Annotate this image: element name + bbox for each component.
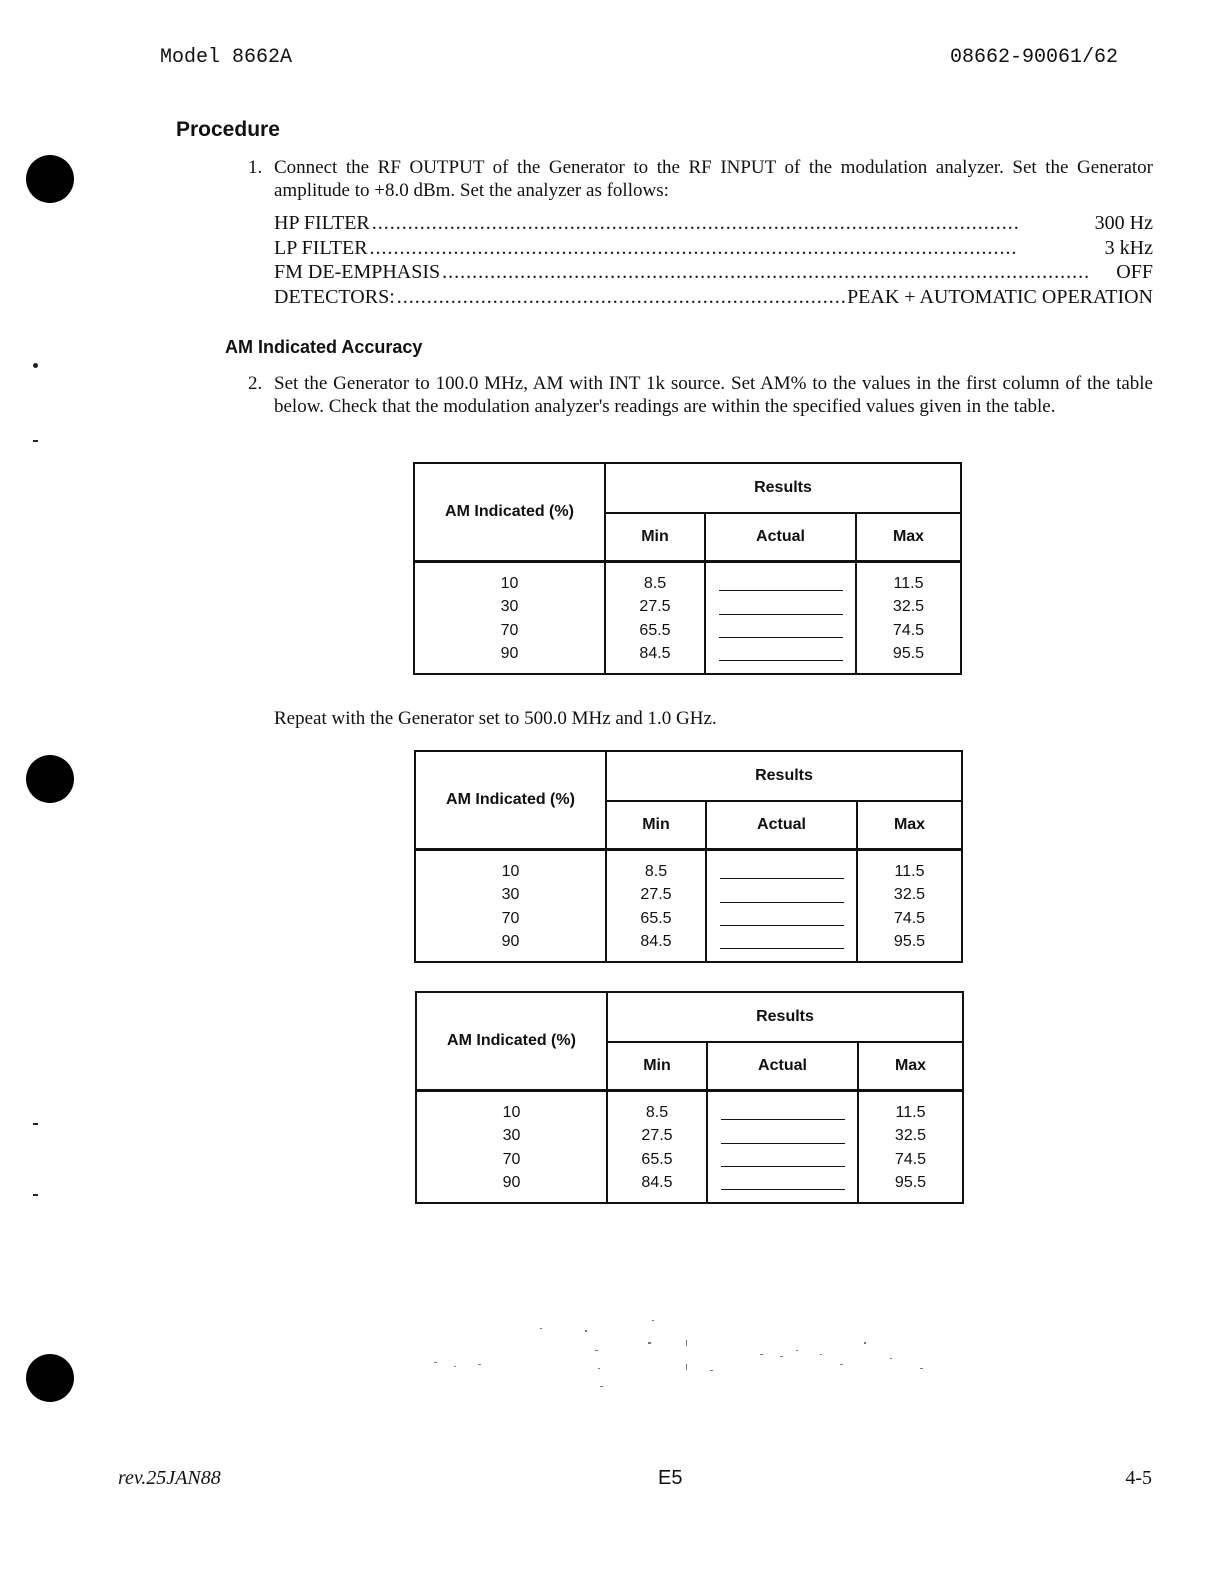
analyzer-settings — [274, 212, 1153, 310]
setting-label: HP FILTER — [274, 212, 370, 234]
actual-entry — [706, 850, 857, 884]
table-row — [416, 1148, 963, 1171]
min-value: 27.5 — [606, 883, 706, 906]
am-indicated-header: AM Indicated (%) — [414, 463, 605, 562]
scan-speck — [33, 363, 38, 368]
actual-header: Actual — [705, 513, 856, 562]
am-value: 10 — [415, 850, 606, 884]
scan-speck — [33, 440, 38, 442]
min-value: 27.5 — [607, 1124, 707, 1147]
am-value: 10 — [416, 1091, 607, 1125]
setting-value: OFF — [1116, 261, 1153, 283]
actual-entry — [705, 595, 856, 618]
min-value: 84.5 — [606, 930, 706, 962]
actual-blank-line — [721, 1105, 845, 1120]
step-1-number: 1. — [248, 157, 263, 178]
scan-speck — [33, 1123, 38, 1125]
table-row — [416, 1124, 963, 1147]
am-value: 70 — [416, 1148, 607, 1171]
max-value: 74.5 — [856, 619, 961, 642]
step-2 — [248, 372, 1153, 418]
actual-blank-line — [720, 911, 844, 926]
actual-entry — [706, 930, 857, 962]
max-value: 11.5 — [857, 850, 962, 884]
table-row — [415, 850, 962, 884]
am-value: 90 — [416, 1171, 607, 1203]
leader-dots — [370, 237, 1103, 260]
actual-blank-line — [719, 623, 843, 638]
am-value: 30 — [415, 883, 606, 906]
actual-entry — [707, 1091, 858, 1125]
punch-hole-bottom — [26, 1354, 74, 1402]
max-value: 74.5 — [858, 1148, 963, 1171]
leader-dots — [397, 286, 845, 309]
min-value: 27.5 — [605, 595, 705, 618]
am-value: 30 — [416, 1124, 607, 1147]
am-value: 70 — [414, 619, 605, 642]
actual-blank-line — [719, 646, 843, 661]
actual-blank-line — [719, 576, 843, 591]
actual-entry — [706, 883, 857, 906]
table-row — [415, 930, 962, 962]
setting-value: 300 Hz — [1094, 212, 1153, 234]
actual-entry — [707, 1171, 858, 1203]
table-row — [415, 907, 962, 930]
setting-row — [274, 212, 1153, 237]
part-number: 08662-90061/62 — [949, 46, 1118, 69]
am-value: 90 — [414, 642, 605, 674]
section-code: E5 — [658, 1467, 683, 1489]
max-header: Max — [857, 801, 962, 850]
setting-value: PEAK + AUTOMATIC OPERATION — [847, 285, 1153, 308]
table-row — [414, 619, 961, 642]
setting-label: FM DE-EMPHASIS — [274, 261, 441, 283]
am-value: 70 — [415, 907, 606, 930]
repeat-note: Repeat with the Generator set to 500.0 MHz and 1.0 GHz. — [274, 708, 717, 729]
max-value: 74.5 — [857, 907, 962, 930]
min-value: 65.5 — [606, 907, 706, 930]
step-1 — [248, 156, 1153, 202]
actual-blank-line — [720, 934, 844, 949]
setting-row — [274, 237, 1153, 262]
results-table-1ghz — [415, 991, 964, 1204]
max-value: 32.5 — [856, 595, 961, 618]
actual-blank-line — [721, 1129, 845, 1144]
am-value: 10 — [414, 562, 605, 596]
am-value: 30 — [414, 595, 605, 618]
step-1-text: Connect the RF OUTPUT of the Generator to the RF INPUT of the modulation analyzer. Set the Generator amplitude to +8.0 dBm. Set the analyzer as follows: — [274, 157, 1153, 201]
setting-row — [274, 286, 1153, 311]
table-row — [414, 562, 961, 596]
actual-entry — [705, 619, 856, 642]
actual-blank-line — [720, 864, 844, 879]
table-row — [414, 642, 961, 674]
results-header: Results — [606, 751, 962, 801]
results-table-100mhz — [413, 462, 962, 675]
procedure-heading: Procedure — [176, 118, 280, 141]
max-value: 95.5 — [857, 930, 962, 962]
actual-entry — [707, 1124, 858, 1147]
actual-blank-line — [721, 1152, 845, 1167]
min-value: 65.5 — [607, 1148, 707, 1171]
min-value: 84.5 — [605, 642, 705, 674]
setting-value: 3 kHz — [1104, 236, 1153, 259]
scan-noise — [420, 1320, 940, 1400]
max-header: Max — [856, 513, 961, 562]
max-value: 95.5 — [856, 642, 961, 674]
actual-header: Actual — [706, 801, 857, 850]
page-number: 4-5 — [1125, 1467, 1152, 1489]
leader-dots — [442, 261, 1114, 284]
am-value: 90 — [415, 930, 606, 962]
max-header: Max — [858, 1042, 963, 1091]
max-value: 95.5 — [858, 1171, 963, 1203]
min-value: 8.5 — [606, 850, 706, 884]
step-2-text: Set the Generator to 100.0 MHz, AM with INT 1k source. Set AM% to the values in the first column of the table below. Check that the modulation analyzer's readings are within the specified values given in the table. — [274, 373, 1153, 417]
model-label: Model 8662A — [160, 46, 293, 69]
max-value: 32.5 — [858, 1124, 963, 1147]
max-value: 11.5 — [856, 562, 961, 596]
min-header: Min — [605, 513, 705, 562]
table-row — [415, 883, 962, 906]
max-value: 11.5 — [858, 1091, 963, 1125]
setting-row — [274, 261, 1153, 286]
results-table-500mhz — [414, 750, 963, 963]
am-indicated-header: AM Indicated (%) — [416, 992, 607, 1091]
actual-entry — [706, 907, 857, 930]
actual-blank-line — [720, 888, 844, 903]
table-row — [416, 1171, 963, 1203]
results-header: Results — [605, 463, 961, 513]
am-accuracy-heading: AM Indicated Accuracy — [225, 337, 423, 357]
leader-dots — [372, 212, 1093, 235]
actual-entry — [705, 642, 856, 674]
min-value: 8.5 — [605, 562, 705, 596]
punch-hole-top — [26, 155, 74, 203]
min-header: Min — [607, 1042, 707, 1091]
scan-speck — [33, 1194, 38, 1196]
table-row — [414, 595, 961, 618]
setting-label: DETECTORS: — [274, 285, 395, 308]
min-value: 65.5 — [605, 619, 705, 642]
actual-entry — [707, 1148, 858, 1171]
actual-entry — [705, 562, 856, 596]
step-2-number: 2. — [248, 373, 263, 394]
min-value: 84.5 — [607, 1171, 707, 1203]
revision-label: rev.25JAN88 — [118, 1467, 221, 1489]
punch-hole-middle — [26, 755, 74, 803]
am-indicated-header: AM Indicated (%) — [415, 751, 606, 850]
setting-label: LP FILTER — [274, 236, 368, 259]
results-header: Results — [607, 992, 963, 1042]
max-value: 32.5 — [857, 883, 962, 906]
actual-header: Actual — [707, 1042, 858, 1091]
actual-blank-line — [719, 600, 843, 615]
table-row — [416, 1091, 963, 1125]
actual-blank-line — [721, 1175, 845, 1190]
min-header: Min — [606, 801, 706, 850]
min-value: 8.5 — [607, 1091, 707, 1125]
